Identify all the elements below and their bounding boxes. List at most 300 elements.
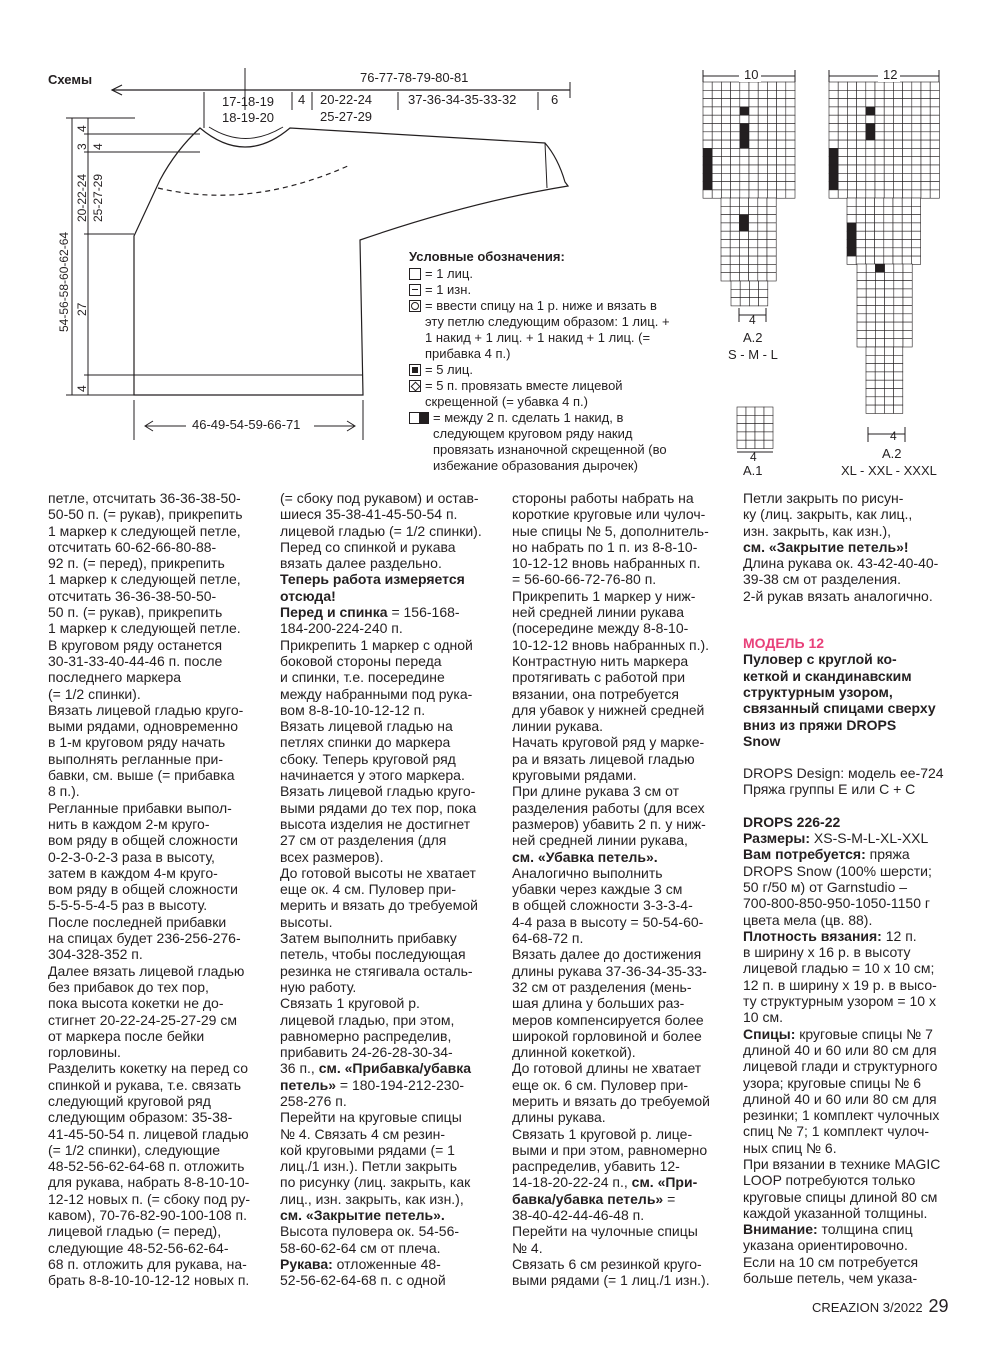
chart-cell — [912, 140, 921, 148]
c4-line: ку (лиц. закрыть, как лиц., — [743, 506, 913, 523]
chart-cell — [838, 132, 847, 140]
chart-cell — [875, 339, 884, 347]
c2-line: Вязать лицевой гладью на — [280, 718, 453, 735]
c3-line: Прикрепить 1 маркер у ниж- — [512, 587, 696, 604]
chart-cell — [739, 264, 748, 272]
chart-cell — [866, 397, 875, 405]
chart-cell — [894, 281, 903, 289]
chart-cell — [838, 157, 847, 165]
chart-cell — [847, 248, 856, 256]
chart-cell — [703, 124, 712, 132]
c1-line: на спицах будет 236-256-276- — [48, 930, 241, 947]
c3-line: Перейти на чулочные спицы — [512, 1223, 698, 1240]
c1-line: 1 маркер к следующей петле. — [48, 620, 241, 637]
chart-cell — [786, 182, 795, 190]
chart-cell — [875, 322, 884, 330]
chart-cell — [875, 281, 884, 289]
c1-line: нить в каждом 2-м круго- — [48, 815, 210, 832]
chart-cell — [856, 240, 865, 248]
chart-cell — [893, 107, 902, 115]
chart-cell — [758, 99, 767, 107]
c3-line: Связать 1 круговой р. лице- — [512, 1125, 693, 1142]
chart-cell — [777, 157, 786, 165]
chart-cell — [838, 190, 847, 198]
c4-line: Длина рукава ок. 43-42-40-40- — [743, 555, 939, 572]
chart-cell — [875, 132, 884, 140]
chart-cell — [894, 306, 903, 314]
chart-cell — [712, 99, 721, 107]
chart-cell — [767, 165, 776, 173]
chart-cell — [894, 314, 903, 322]
chart-cell — [758, 90, 767, 98]
chart-cell — [911, 248, 920, 256]
chart-cell — [758, 223, 767, 231]
c3-line: № 4. — [512, 1239, 543, 1256]
c1-line: 1 маркер к следующей петле, — [48, 522, 241, 539]
chart-cell — [731, 140, 740, 148]
chart-cell — [730, 231, 739, 239]
chart-cell — [767, 273, 776, 281]
chart-cell — [884, 182, 893, 190]
chart-cell — [758, 190, 767, 198]
c2-span: = 156-168- — [387, 604, 460, 621]
chart-cell — [903, 82, 912, 90]
chart-cell — [703, 107, 712, 115]
c2-line: прибавить 24-26-28-30-34- — [280, 1044, 453, 1061]
a2-large-label: A.2 — [882, 446, 902, 461]
chart-cell — [838, 82, 847, 90]
chart-cell — [829, 82, 838, 90]
chart-cell — [758, 115, 767, 123]
chart-cell — [912, 148, 921, 156]
chart-cell — [865, 231, 874, 239]
chart-cell — [758, 215, 767, 223]
chart-cell — [903, 173, 912, 181]
c2-line: начинается у этого маркера. — [280, 767, 465, 784]
chart-cell — [921, 124, 930, 132]
c3-line: стороны работы набрать на — [512, 490, 694, 506]
chart-cell — [746, 415, 755, 423]
c2-line: выми рядами до тех пор, пока — [280, 799, 477, 816]
chart-cell — [740, 124, 749, 132]
chart-cell — [767, 231, 776, 239]
chart-cell — [767, 140, 776, 148]
chart-cell — [749, 206, 758, 214]
c2-line — [280, 604, 505, 620]
chart-cell — [857, 148, 866, 156]
chart-cell — [712, 82, 721, 90]
c2-line: еще ок. 4 см. Пуловер при- — [280, 881, 457, 898]
chart-cell — [857, 124, 866, 132]
chart-cell — [737, 440, 746, 448]
empty-square-icon — [409, 268, 421, 280]
chart-cell — [893, 82, 902, 90]
chart-cell — [739, 248, 748, 256]
c4-line: цвета мела (цв. 88). — [743, 911, 873, 928]
chart-cell — [875, 248, 884, 256]
chart-cell — [903, 90, 912, 98]
c4-span: XS-S-M-L-XL-XXL — [810, 830, 929, 847]
chart-cell — [731, 115, 740, 123]
chart-cell — [758, 124, 767, 132]
chart-cell — [866, 314, 875, 322]
chart-cell — [749, 182, 758, 190]
chart-cell — [712, 157, 721, 165]
chart-cell — [894, 289, 903, 297]
chart-cell — [903, 314, 912, 322]
chart-cell — [721, 132, 730, 140]
chart-cell — [847, 90, 856, 98]
charts-svg — [695, 62, 995, 482]
c1-line: от маркера после бейки — [48, 1027, 205, 1044]
chart-cell — [838, 115, 847, 123]
v-dim-4b: 4 — [91, 143, 105, 150]
chart-cell — [749, 140, 758, 148]
chart-cell — [847, 173, 856, 181]
chart-cell — [740, 173, 749, 181]
chart-cell — [894, 405, 903, 413]
chart-cell — [894, 372, 903, 380]
a2-small-bottom-label: 4 — [749, 313, 756, 327]
c4-line: Если на 10 см потребуется — [743, 1253, 919, 1270]
chart-cell — [865, 206, 874, 214]
c3-line: но набрать по 1 п. из 8-8-10- — [512, 538, 698, 555]
chart-cell — [903, 330, 912, 338]
chart-cell — [884, 372, 893, 380]
chart-cell — [875, 372, 884, 380]
a2-large-top-label: 12 — [883, 67, 898, 82]
c2-line: 27 см от разделения (для — [280, 832, 447, 849]
a2-large-bottom-label: 4 — [890, 429, 897, 443]
c3-line: линии рукава. — [512, 718, 604, 735]
c4-line: ту структурным узором = 10 х — [743, 993, 936, 1010]
chart-cell — [885, 330, 894, 338]
chart-cell — [777, 99, 786, 107]
chart-cell — [921, 99, 930, 107]
chart-cell — [847, 124, 856, 132]
chart-cell — [730, 264, 739, 272]
legend-text-5knit: = 5 лиц. — [425, 362, 473, 377]
chart-cell — [912, 107, 921, 115]
chart-cell — [721, 124, 730, 132]
chart-cell — [721, 231, 730, 239]
chart-cell — [829, 107, 838, 115]
chart-cell — [912, 132, 921, 140]
chart-cell — [755, 432, 764, 440]
chart-cell — [885, 289, 894, 297]
c1-line: бавки, см. выше (= прибавка — [48, 767, 235, 784]
legend-text-increase: = ввести спицу на 1 р. ниже и вязать в эту петлю следующим образом: 1 лиц. + 1 накид + 1 лиц. + 1 накид + 1 лиц. (= прибавка 4 п.) — [425, 298, 670, 361]
c2-line: резинка не стягивала осталь- — [280, 962, 473, 979]
chart-cell — [893, 215, 902, 223]
chart-cell — [749, 231, 758, 239]
chart-cell — [893, 140, 902, 148]
chart-cell — [875, 240, 884, 248]
chart-cell — [857, 132, 866, 140]
chart-cell — [884, 355, 893, 363]
chart-cell — [856, 256, 865, 264]
chart-cell — [930, 124, 939, 132]
chart-cell — [721, 107, 730, 115]
gauge-label: Плотность вязания: — [743, 927, 882, 944]
c2-heading: Теперь работа измеряется — [280, 571, 465, 588]
chart-cell — [885, 314, 894, 322]
chart-cell — [902, 215, 911, 223]
c1-line: (= 1/2 спинки), следующие — [48, 1141, 221, 1158]
diamond-square-icon — [409, 380, 421, 392]
chart-cell — [912, 190, 921, 198]
chart-cell — [786, 90, 795, 98]
chart-cell — [893, 256, 902, 264]
c1-line: вом ряду в общей сложности — [48, 832, 238, 849]
chart-cell — [730, 206, 739, 214]
c2-line: по рисунку (лиц. закрыть, как — [280, 1174, 471, 1191]
chart-cell — [749, 173, 758, 181]
chart-cell — [721, 264, 730, 272]
chart-cell — [885, 306, 894, 314]
chart-cell — [731, 165, 740, 173]
chart-cell — [740, 82, 749, 90]
chart-cell — [875, 157, 884, 165]
chart-cell — [884, 148, 893, 156]
c1-line: 41-45-50-54 п. лицевой гладью — [48, 1125, 249, 1142]
c3-line: шая длина у больших раз- — [512, 995, 685, 1012]
chart-cell — [865, 223, 874, 231]
chart-cell — [730, 240, 739, 248]
chart-cell — [749, 223, 758, 231]
chart-cell — [749, 99, 758, 107]
chart-cell — [777, 165, 786, 173]
chart-cell — [884, 132, 893, 140]
drops-code: DROPS 226-22 — [743, 813, 841, 830]
chart-cell — [767, 173, 776, 181]
chart-cell — [721, 215, 730, 223]
chart-cell — [885, 297, 894, 305]
model-title: связанный спицами сверху — [743, 700, 936, 717]
chart-cell — [856, 223, 865, 231]
chart-cell — [866, 107, 875, 115]
c4-line: длиной 40 и 60 или 80 см для — [743, 1090, 937, 1107]
c3-line: Связать 6 см резинкой круго- — [512, 1255, 702, 1272]
chart-cell — [847, 165, 856, 173]
chart-cell — [884, 157, 893, 165]
chart-cell — [894, 355, 903, 363]
c1-line: 304-328-352 п. — [48, 946, 143, 963]
chart-cell — [731, 182, 740, 190]
chart-cell — [884, 140, 893, 148]
chart-cell — [875, 314, 884, 322]
chart-cell — [731, 124, 740, 132]
chart-cell — [767, 107, 776, 115]
chart-cell — [703, 82, 712, 90]
half-square-icon — [409, 412, 429, 424]
chart-cell — [856, 215, 865, 223]
chart-cell — [786, 99, 795, 107]
c1-line: 48-52-56-62-64-68 п. отложить — [48, 1158, 245, 1175]
chart-cell — [829, 148, 838, 156]
chart-cell — [930, 182, 939, 190]
chart-cell — [749, 90, 758, 98]
c4-line: узора; круговые спицы № 6 — [743, 1074, 921, 1091]
model-heading: МОДЕЛЬ 12 — [743, 635, 825, 652]
chart-cell — [703, 90, 712, 98]
chart-cell — [749, 240, 758, 248]
chart-cell — [875, 223, 884, 231]
chart-cell — [730, 256, 739, 264]
v-dim-4-top: 4 — [75, 125, 89, 132]
chart-cell — [866, 115, 875, 123]
c2-line — [280, 1077, 505, 1093]
model-title: вниз из пряжи DROPS — [743, 716, 897, 733]
chart-cell — [847, 231, 856, 239]
chart-cell — [703, 173, 712, 181]
chart-cell — [786, 107, 795, 115]
chart-cell — [749, 124, 758, 132]
chart-cell — [731, 157, 740, 165]
chart-cell — [749, 165, 758, 173]
chart-cell — [721, 248, 730, 256]
chart-cell — [865, 256, 874, 264]
chart-cell — [857, 165, 866, 173]
chart-cell — [912, 173, 921, 181]
chart-cell — [875, 182, 884, 190]
c2-line: Перед со спинкой и рукава — [280, 538, 456, 555]
chart-cell — [857, 289, 866, 297]
chart-cell — [758, 157, 767, 165]
c4-span: 12 п. — [881, 927, 917, 944]
chart-cell — [758, 231, 767, 239]
chart-cell — [721, 115, 730, 123]
chart-cell — [838, 148, 847, 156]
v-dim-total: 54-56-58-60-62-64 — [57, 231, 71, 332]
c1-line: в 1-м круговом ряду начать — [48, 734, 226, 751]
neck-half-label-a: 17-18-19 — [222, 94, 275, 109]
c1-line: После последней прибавки — [48, 913, 227, 930]
chart-cell — [721, 82, 730, 90]
v-dim-yoke-b: 25-27-29 — [91, 173, 105, 222]
chart-cell — [875, 90, 884, 98]
chart-cell — [749, 82, 758, 90]
chart-cell — [857, 306, 866, 314]
chart-cell — [857, 140, 866, 148]
c3-line: меров компенсируется более — [512, 1011, 704, 1028]
chart-cell — [912, 157, 921, 165]
dash-square-icon — [409, 284, 421, 296]
chart-cell — [893, 90, 902, 98]
c1-line: брать 8-8-10-10-12-12 новых п. — [48, 1272, 250, 1289]
legend-text-purl: = 1 изн. — [425, 282, 472, 297]
chart-cell — [847, 240, 856, 248]
c1-line: последнего маркера — [48, 669, 182, 686]
c1-line: кавом), 70-76-82-90-100-108 п. — [48, 1207, 248, 1224]
c3-line: 10-12-12 вновь набранных п.). — [512, 636, 710, 653]
chart-cell — [902, 240, 911, 248]
chart-cell — [829, 173, 838, 181]
chart-cell — [749, 198, 758, 206]
chart-cell — [829, 140, 838, 148]
c3-line: Вязать далее до достижения — [512, 946, 702, 963]
c3-line: ра и вязать лицевой гладью — [512, 750, 695, 767]
c1-line: 92 п. (= перед), прикрепить — [48, 555, 225, 572]
chart-cell — [829, 182, 838, 190]
c2-line — [280, 1256, 505, 1272]
chart-cell — [767, 206, 776, 214]
c1-line: выполнять регланные при- — [48, 750, 224, 767]
chart-cell — [893, 223, 902, 231]
chart-cell — [857, 322, 866, 330]
chart-cell — [911, 223, 920, 231]
chart-cell — [893, 124, 902, 132]
chart-cell — [847, 223, 856, 231]
c2-heading: отсюда! — [280, 587, 336, 604]
chart-cell — [857, 115, 866, 123]
neck-half-label-b: 18-19-20 — [222, 110, 275, 125]
c3-ref: см. «Убавка петель». — [512, 848, 658, 865]
chart-cell — [758, 273, 767, 281]
chart-cell — [786, 124, 795, 132]
segment-4-label: 4 — [298, 92, 306, 107]
chart-cell — [731, 148, 740, 156]
chart-cell — [884, 206, 893, 214]
chart-cell — [731, 90, 740, 98]
c1-line: отсчитать 60-62-66-80-88- — [48, 538, 217, 555]
c1-line: вом ряду в общей сложности — [48, 881, 238, 898]
chart-cell — [746, 407, 755, 415]
chart-cell — [903, 115, 912, 123]
chart-cell — [893, 231, 902, 239]
chart-cell — [857, 107, 866, 115]
chart-cell — [847, 115, 856, 123]
c2-line: Прикрепить 1 маркер с одной — [280, 636, 473, 653]
chart-cell — [875, 190, 884, 198]
chart-cell — [903, 289, 912, 297]
chart-cell — [838, 99, 847, 107]
c1-line: 50-50 п. (= рукав), прикрепить — [48, 506, 243, 523]
chart-cell — [903, 322, 912, 330]
chart-cell — [777, 140, 786, 148]
chart-cell — [740, 140, 749, 148]
chart-cell — [894, 389, 903, 397]
chart-cell — [903, 107, 912, 115]
chart-cell — [911, 256, 920, 264]
chart-cell — [749, 264, 758, 272]
chart-cell — [847, 148, 856, 156]
chart-cell — [740, 132, 749, 140]
c3-line: мерить и вязать до требуемой — [512, 1092, 710, 1109]
chart-cell — [847, 99, 856, 107]
chart-cell — [875, 397, 884, 405]
c3-line: Контрастную нить маркера — [512, 652, 689, 669]
c2-line: высоты. — [280, 913, 333, 930]
chart-cell — [829, 90, 838, 98]
chart-cell — [749, 157, 758, 165]
chart-cell — [786, 190, 795, 198]
chart-cell — [911, 206, 920, 214]
c3-line: При длине рукава 3 см от — [512, 783, 680, 800]
chart-cell — [739, 215, 748, 223]
legend-item-yarnover — [409, 410, 694, 474]
c3-line: 38-40-42-44-46-48 п. — [512, 1207, 645, 1224]
legend-title: Условные обозначения: — [409, 249, 565, 264]
chart-cell — [712, 90, 721, 98]
legend-item-knit — [409, 266, 694, 282]
c4-line — [743, 1221, 968, 1237]
c2-line: вязать далее раздельно. — [280, 555, 442, 572]
c3-ref: см. «При- — [631, 1174, 698, 1191]
c4-line: каждой указанной толщины. — [743, 1204, 928, 1221]
c2-line: лицевой гладью (= 1/2 спинки). — [280, 522, 482, 539]
c2-line: кой круговыми рядами (= 1 — [280, 1141, 455, 1158]
